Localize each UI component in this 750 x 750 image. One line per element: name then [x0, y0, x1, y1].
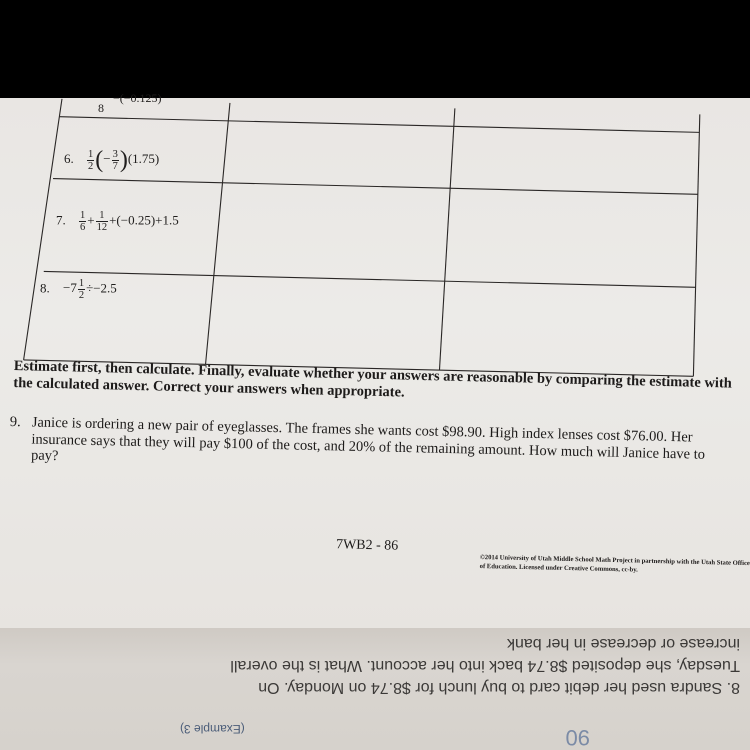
worksheet-page — [0, 91, 750, 638]
row-7-number: 7. — [56, 212, 66, 228]
row-8-lead: −7 — [63, 280, 77, 296]
problem-text: Janice is ordering a new pair of eyeglasses. The frames she wants cost $98.90. High index lenses cost $76.00. Her insurance says that they will pay $100 of the cost, and 20% of the remaining amount. How much will Janice have to pay? — [30, 414, 706, 465]
page-code: 7WB2 - 86 — [335, 537, 399, 554]
row-6-expression: 6. $\frac{1}{2}$ (− $\frac{3}{7}$ )(1.75) — [64, 147, 160, 173]
row-line — [53, 179, 698, 195]
underlying-line-1: 8. Sandra used her debit card to buy lunch for $8.74 on Monday. On — [258, 679, 740, 696]
row-6-fraction-2: $\frac{3}{7}$ — [112, 148, 118, 172]
underlying-example-label: (Example 3) — [180, 722, 245, 736]
underlying-line-3: increase or decrease in her bank — [506, 635, 740, 652]
row-6-tail: (1.75) — [127, 150, 160, 166]
row-8-expression — [40, 278, 117, 301]
dark-background — [0, 0, 750, 100]
row-8-tail: ÷−2.5 — [86, 280, 117, 296]
underlying-page — [0, 628, 750, 750]
row-line — [60, 117, 700, 133]
answer-table — [0, 98, 750, 398]
row-7-fraction-1: $\frac{1}{6}$ — [80, 210, 86, 233]
problem-9 — [9, 414, 730, 480]
row-6-number: 6. — [64, 150, 74, 166]
row-line — [44, 271, 696, 287]
row-8-number: 8. — [40, 280, 50, 296]
row-6-fraction-1: $\frac{1}{2}$ — [88, 148, 94, 172]
row-7-tail: +(−0.25)+1.5 — [109, 212, 179, 228]
row-5-tail: −(−0.125) — [113, 91, 162, 105]
copyright-notice: ©2014 University of Utah Middle School Math Project in partnership with the Utah State Office of Education. Licensed under Creative Commons, cc-by. — [479, 553, 750, 574]
row-5-denominator: 8 — [98, 101, 104, 115]
row-8-fraction: $\frac{1}{2}$ — [78, 278, 85, 301]
instructions-text: Estimate first, then calculate. Finally, evaluate whether your answers are reasonable by comparing the estimate with the calculated answer. Correct your answers when appropriate. — [13, 358, 733, 401]
underlying-line-2: Tuesday, she deposited $8.74 back into her account. What is the overall — [230, 657, 740, 674]
underlying-page-text — [180, 632, 740, 698]
row-5-expression — [98, 91, 162, 116]
underlying-handwritten-number: 90 — [565, 725, 590, 750]
row-7-fraction-2: $\frac{1}{12}$ — [96, 210, 108, 233]
problem-number: 9. — [9, 414, 21, 431]
row-7-expression: 7. $\frac{1}{6}$ + $\frac{1}{12}$ +(−0.25)+1.5 — [56, 210, 179, 233]
